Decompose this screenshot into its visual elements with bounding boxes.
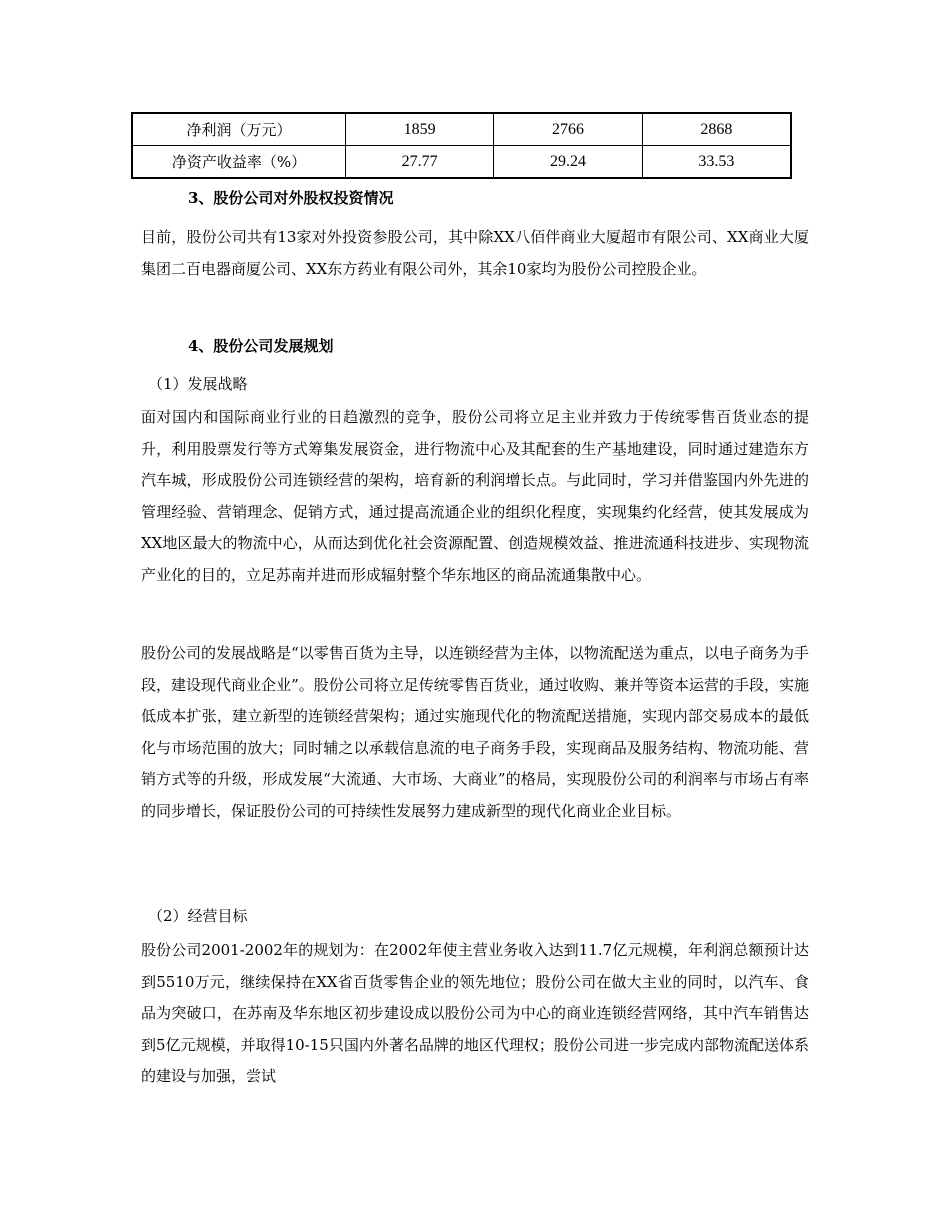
table-cell: 29.24 bbox=[494, 146, 642, 179]
row-label: 净利润（万元） bbox=[132, 113, 345, 146]
paragraph: 股份公司的发展战略是“以零售百货为主导，以连锁经营为主体，以物流配送为重点，以电子商务为手段，建设现代商业企业”。股份公司将立足传统零售百货业，通过收购、兼并等资本运营的手段，实施低成本扩张，建立新型的连锁经营架构；通过实施现代化的物流配送措施，实现内部交易成本的最低化与市场范围的放大；同时辅之以承载信息流的电子商务手段，实现商品及服务结构、物流功能、营销方式等的升级，形成发展“大流通、大市场、大商业”的格局，实现股份公司的利润率与市场占有率的同步增长，保证股份公司的可持续性发展努力建成新型的现代化商业企业目标。 bbox=[141, 644, 809, 820]
section-heading: 3、股份公司对外股权投资情况 bbox=[188, 189, 394, 207]
table-row bbox=[132, 146, 791, 179]
table-cell: 33.53 bbox=[642, 146, 791, 179]
table-cell: 27.77 bbox=[345, 146, 493, 179]
section-heading: 4、股份公司发展规划 bbox=[188, 337, 334, 355]
subsection-heading: （1）发展战略 bbox=[148, 375, 248, 393]
subsection-heading: （2）经营目标 bbox=[148, 907, 248, 925]
row-label: 净资产收益率（%） bbox=[132, 146, 345, 179]
paragraph: 面对国内和国际商业行业的日趋激烈的竞争，股份公司将立足主业并致力于传统零售百货业态的提升，利用股票发行等方式筹集发展资金，进行物流中心及其配套的生产基地建设，同时通过建造东方汽车城，形成股份公司连锁经营的架构，培育新的利润增长点。与此同时，学习并借鉴国内外先进的管理经验、营销理念、促销方式，通过提高流通企业的组织化程度，实现集约化经营，使其发展成为XX地区最大的物流中心，从而达到优化社会资源配置、创造规模效益、推进流通科技进步、实现物流产业化的目的，立足苏南并进而形成辐射整个华东地区的商品流通集散中心。 bbox=[141, 408, 809, 584]
paragraph: 目前，股份公司共有13家对外投资参股公司，其中除XX八佰伴商业大厦超市有限公司、XX商业大厦集团二百电器商厦公司、XX东方药业有限公司外，其余10家均为股份公司控股企业。 bbox=[141, 228, 809, 278]
table-row bbox=[132, 113, 791, 146]
table-cell: 2868 bbox=[642, 113, 791, 146]
paragraph: 股份公司2001-2002年的规划为：在2002年使主营业务收入达到11.7亿元规模，年利润总额预计达到5510万元，继续保持在XX省百货零售企业的领先地位；股份公司在做大主业的同时，以汽车、食品为突破口，在苏南及华东地区初步建设成以股份公司为中心的商业连锁经营网络，其中汽车销售达到5亿元规模，并取得10-15只国内外著名品牌的地区代理权；股份公司进一步完成内部物流配送体系的建设与加强，尝试 bbox=[141, 941, 809, 1085]
financial-table bbox=[131, 112, 792, 179]
table-cell: 1859 bbox=[345, 113, 493, 146]
table-cell: 2766 bbox=[494, 113, 642, 146]
